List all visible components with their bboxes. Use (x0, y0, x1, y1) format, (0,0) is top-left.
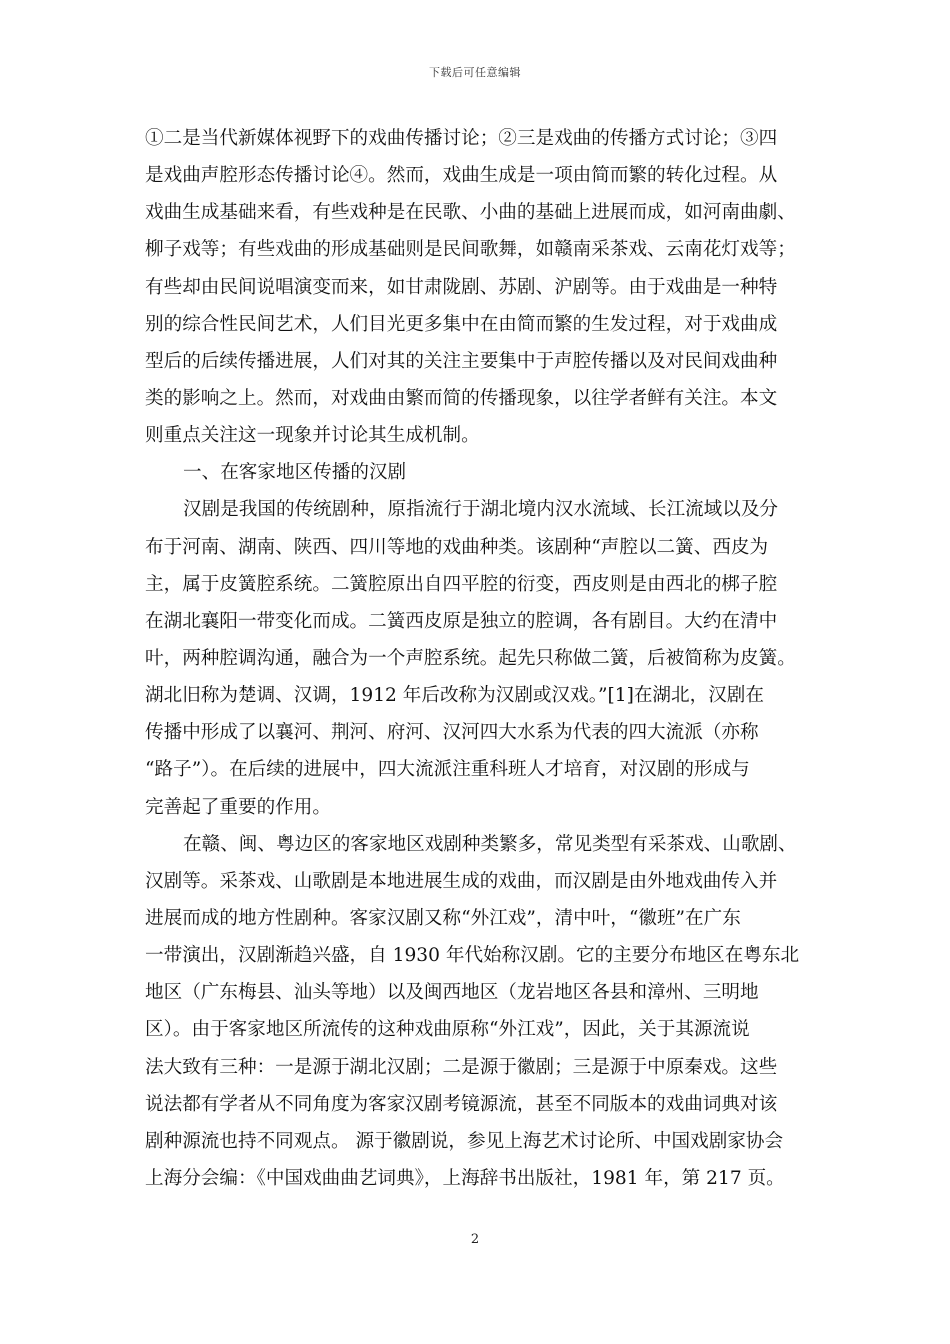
text-line: 柳子戏等；有些戏曲的形成基础则是民间歌舞，如赣南采茶戏、云南花灯戏等； (145, 239, 796, 261)
text-line: 是戏曲声腔形态传播讨论④。然而，戏曲生成是一项由简而繁的转化过程。从 (145, 165, 778, 187)
page-number: 2 (470, 1232, 480, 1247)
text-line: 区）。由于客家地区所流传的这种戏曲原称“外江戏”，因此，关于其源流说 (145, 1019, 750, 1041)
document-body (145, 120, 809, 1197)
text-line: 湖北旧称为楚调、汉调，1912 年后改称为汉剧或汉戏。”[1]在湖北，汉剧在 (145, 685, 764, 707)
text-line: 别的综合性民间艺术，人们目光更多集中在由简而繁的生发过程，对于戏曲成 (145, 313, 778, 335)
text-line: 类的影响之上。然而，对戏曲由繁而简的传播现象，以往学者鲜有关注。本文 (145, 387, 778, 409)
text-line: 地区（广东梅县、汕头等地）以及闽西地区（龙岩地区各县和漳州、三明地 (145, 982, 759, 1004)
text-line: 一带演出，汉剧渐趋兴盛，自 1930 年代始称汉剧。它的主要分布地区在粤东北 (145, 945, 800, 967)
text-line: 型后的后续传播进展，人们对其的关注主要集中于声腔传播以及对民间戏曲种 (145, 350, 778, 372)
text-line: 则重点关注这一现象并讨论其生成机制。 (145, 425, 480, 447)
text-line: 在湖北襄阳一带变化而成。二簧西皮原是独立的腔调，各有剧目。大约在清中 (145, 610, 778, 632)
text-line: 主，属于皮簧腔系统。二簧腔原出自四平腔的衍变，西皮则是由西北的梆子腔 (145, 573, 778, 595)
text-line: ①二是当代新媒体视野下的戏曲传播讨论；②三是戏曲的传播方式讨论；③四 (145, 128, 778, 149)
text-line: 戏曲生成基础来看，有些戏种是在民歌、小曲的基础上进展而成，如河南曲劇、 (145, 202, 796, 224)
text-line: 布于河南、湖南、陕西、四川等地的戏曲种类。该剧种“声腔以二簧、西皮为 (145, 536, 769, 558)
text-line: 完善起了重要的作用。 (145, 796, 331, 818)
section-heading: 一、在客家地区传播的汉剧 (183, 462, 407, 484)
text-line: 传播中形成了以襄河、荆河、府河、汉河四大水系为代表的四大流派（亦称 (145, 722, 759, 744)
text-line: 在赣、闽、粤边区的客家地区戏剧种类繁多，常见类型有采茶戏、山歌剧、 (183, 833, 797, 855)
text-line: 进展而成的地方性剧种。客家汉剧又称“外江戏”，清中叶，“徽班”在广东 (145, 907, 741, 929)
text-line: 有些却由民间说唱演变而来，如甘肃陇剧、苏剧、沪剧等。由于戏曲是一种特 (145, 276, 778, 298)
page-header: 下载后可任意编辑 (429, 66, 521, 79)
text-line: “路子”）。在后续的进展中，四大流派注重科班人才培育，对汉剧的形成与 (145, 759, 750, 781)
text-line: 上海分会编：《中国戏曲曲艺词典》，上海辞书出版社，1981 年，第 217 页。 (145, 1167, 785, 1189)
text-line: 剧种源流也持不同观点。 源于徽剧说，参见上海艺术讨论所、中国戏剧家协会 (145, 1130, 784, 1152)
text-line: 叶，两种腔调沟通，融合为一个声腔系统。起先只称做二簧，后被简称为皮簧。 (145, 647, 796, 669)
text-line: 法大致有三种：一是源于湖北汉剧；二是源于徽剧；三是源于中原秦戏。这些 (145, 1056, 778, 1078)
text-line: 汉剧是我国的传统剧种，原指流行于湖北境内汉水流域、长江流域以及分 (183, 499, 779, 521)
text-line: 汉剧等。采茶戏、山歌剧是本地进展生成的戏曲，而汉剧是由外地戏曲传入并 (145, 870, 778, 892)
text-line: 说法都有学者从不同角度为客家汉剧考镜源流，甚至不同版本的戏曲词典对该 (145, 1093, 778, 1115)
